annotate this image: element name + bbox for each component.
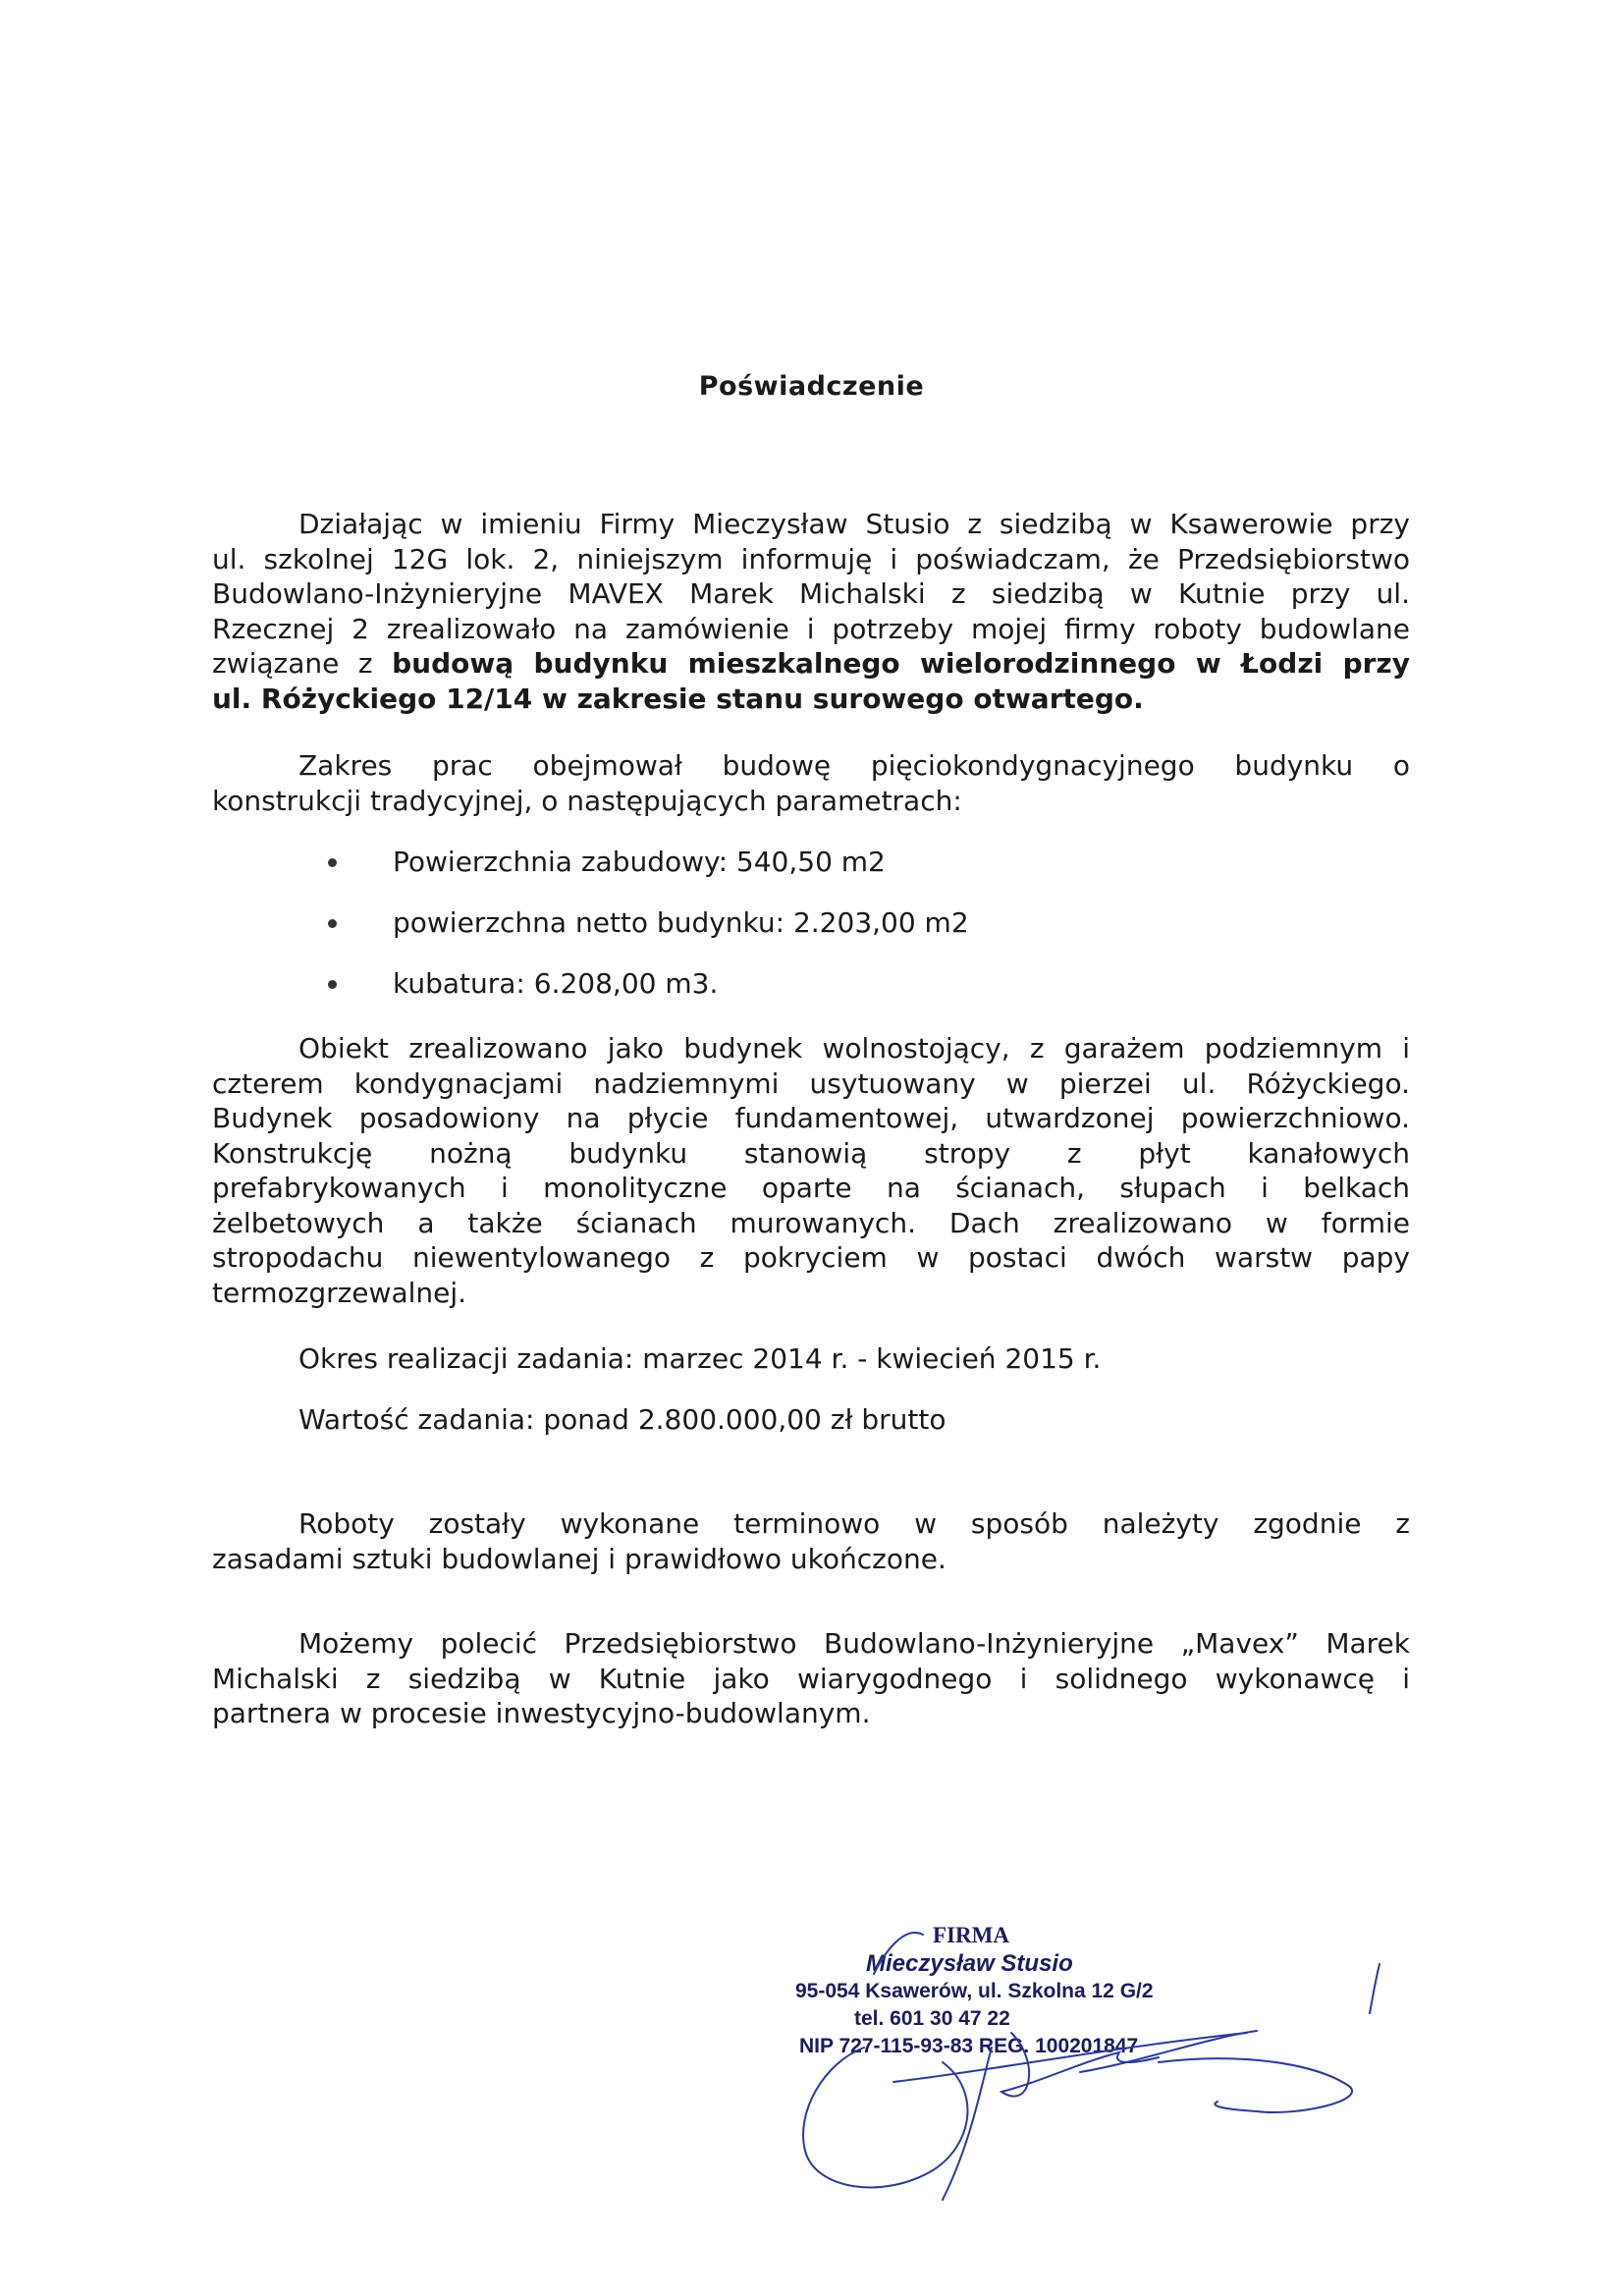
realization-period: Okres realizacji zadania: marzec 2014 r. - kwiecień 2015 r.	[298, 1342, 1102, 1375]
paragraph-scope	[212, 748, 1410, 818]
paragraph-line: stropodachu niewentylowanego z pokryciem w postaci dwóch warstw papy	[212, 1241, 1410, 1274]
bold-text: budową budynku mieszkalnego wielorodzinnego w Łodzi przy	[392, 647, 1410, 680]
signature-icon	[785, 1915, 1453, 2210]
list-item-text: Powierzchnia zabudowy: 540,50 m2	[393, 846, 886, 878]
paragraph-line	[212, 646, 1410, 682]
paragraph-line: Michalski z siedzibą w Kutnie jako wiarygodnego i solidnego wykonawcę i	[212, 1662, 1410, 1695]
paragraph-line: termozgrzewalnej.	[212, 1276, 467, 1309]
stamp-firma: FIRMA	[933, 1923, 1009, 1947]
paragraph-line: Konstrukcję nożną budynku stanowią stropy z płyt kanałowych	[212, 1136, 1410, 1170]
bullet-icon	[328, 858, 337, 867]
paragraph-line: Działając w imieniu Firmy Mieczysław Stusio z siedzibą w Ksawerowie przy	[298, 508, 1410, 540]
paragraph-description	[212, 1031, 1410, 1310]
paragraph-line: czterem kondygnacjami nadziemnymi usytuowany w pierzei ul. Różyckiego.	[212, 1066, 1410, 1100]
paragraph-line: Zakres prac obejmował budowę pięciokondygnacyjnego budynku o	[298, 749, 1410, 782]
paragraph-intro	[212, 507, 1410, 716]
paragraph-line: Budynek posadowiony na płycie fundamentowej, utwardzonej powierzchniowo.	[212, 1102, 1410, 1134]
bold-text: ul. Różyckiego 12/14 w zakresie stanu surowego otwartego.	[212, 682, 1144, 715]
company-stamp	[785, 1915, 1453, 2210]
text-fragment: związane z	[212, 647, 393, 680]
bullet-icon	[328, 980, 337, 989]
paragraph-line: Rzecznej 2 zrealizowało na zamówienie i potrzeby mojej firmy roboty budowlane	[212, 612, 1410, 645]
paragraph-recommendation	[212, 1626, 1410, 1731]
stamp-phone: tel. 601 30 47 22	[854, 2007, 1010, 2030]
task-value: Wartość zadania: ponad 2.800.000,00 zł brutto	[298, 1403, 947, 1436]
paragraph-line: żelbetowych a także ścianach murowanych. Dach zrealizowano w formie	[212, 1206, 1410, 1239]
paragraph-line: Roboty zostały wykonane terminowo w sposób należyty zgodnie z	[298, 1507, 1410, 1540]
bullet-icon	[328, 919, 337, 928]
list-item-text: kubatura: 6.208,00 m3.	[393, 967, 719, 1000]
stamp-nip: NIP 727-115-93-83 REG. 100201847	[799, 2035, 1139, 2057]
paragraph-line: Budowlano-Inżynieryjne MAVEX Marek Michalski z siedzibą w Kutnie przy ul.	[212, 577, 1410, 610]
paragraph-line: partnera w procesie inwestycyjno-budowlanym.	[212, 1697, 871, 1729]
paragraph-line: konstrukcji tradycyjnej, o następujących parametrach:	[212, 784, 962, 817]
paragraph-line: prefabrykowanych i monolityczne oparte na ścianach, słupach i belkach	[212, 1172, 1410, 1204]
paragraph-line: Możemy polecić Przedsiębiorstwo Budowlano-Inżynieryjne „Mavex” Marek	[298, 1627, 1410, 1660]
list-item-text: powierzchna netto budynku: 2.203,00 m2	[393, 906, 969, 939]
document-title: Poświadczenie	[698, 371, 925, 402]
paragraph-line: zasadami sztuki budowlanej i prawidłowo ukończone.	[212, 1542, 947, 1575]
paragraph-line: ul. szkolnej 12G lok. 2, niniejszym informuję i poświadczam, że Przedsiębiorstwo	[212, 542, 1410, 575]
stamp-address: 95-054 Ksawerów, ul. Szkolna 12 G/2	[795, 1980, 1154, 2002]
paragraph-line: Obiekt zrealizowano jako budynek wolnostojący, z garażem podziemnym i	[298, 1032, 1410, 1065]
paragraph-completion	[212, 1506, 1410, 1576]
stamp-name: Mieczysław Stusio	[866, 1950, 1073, 1977]
